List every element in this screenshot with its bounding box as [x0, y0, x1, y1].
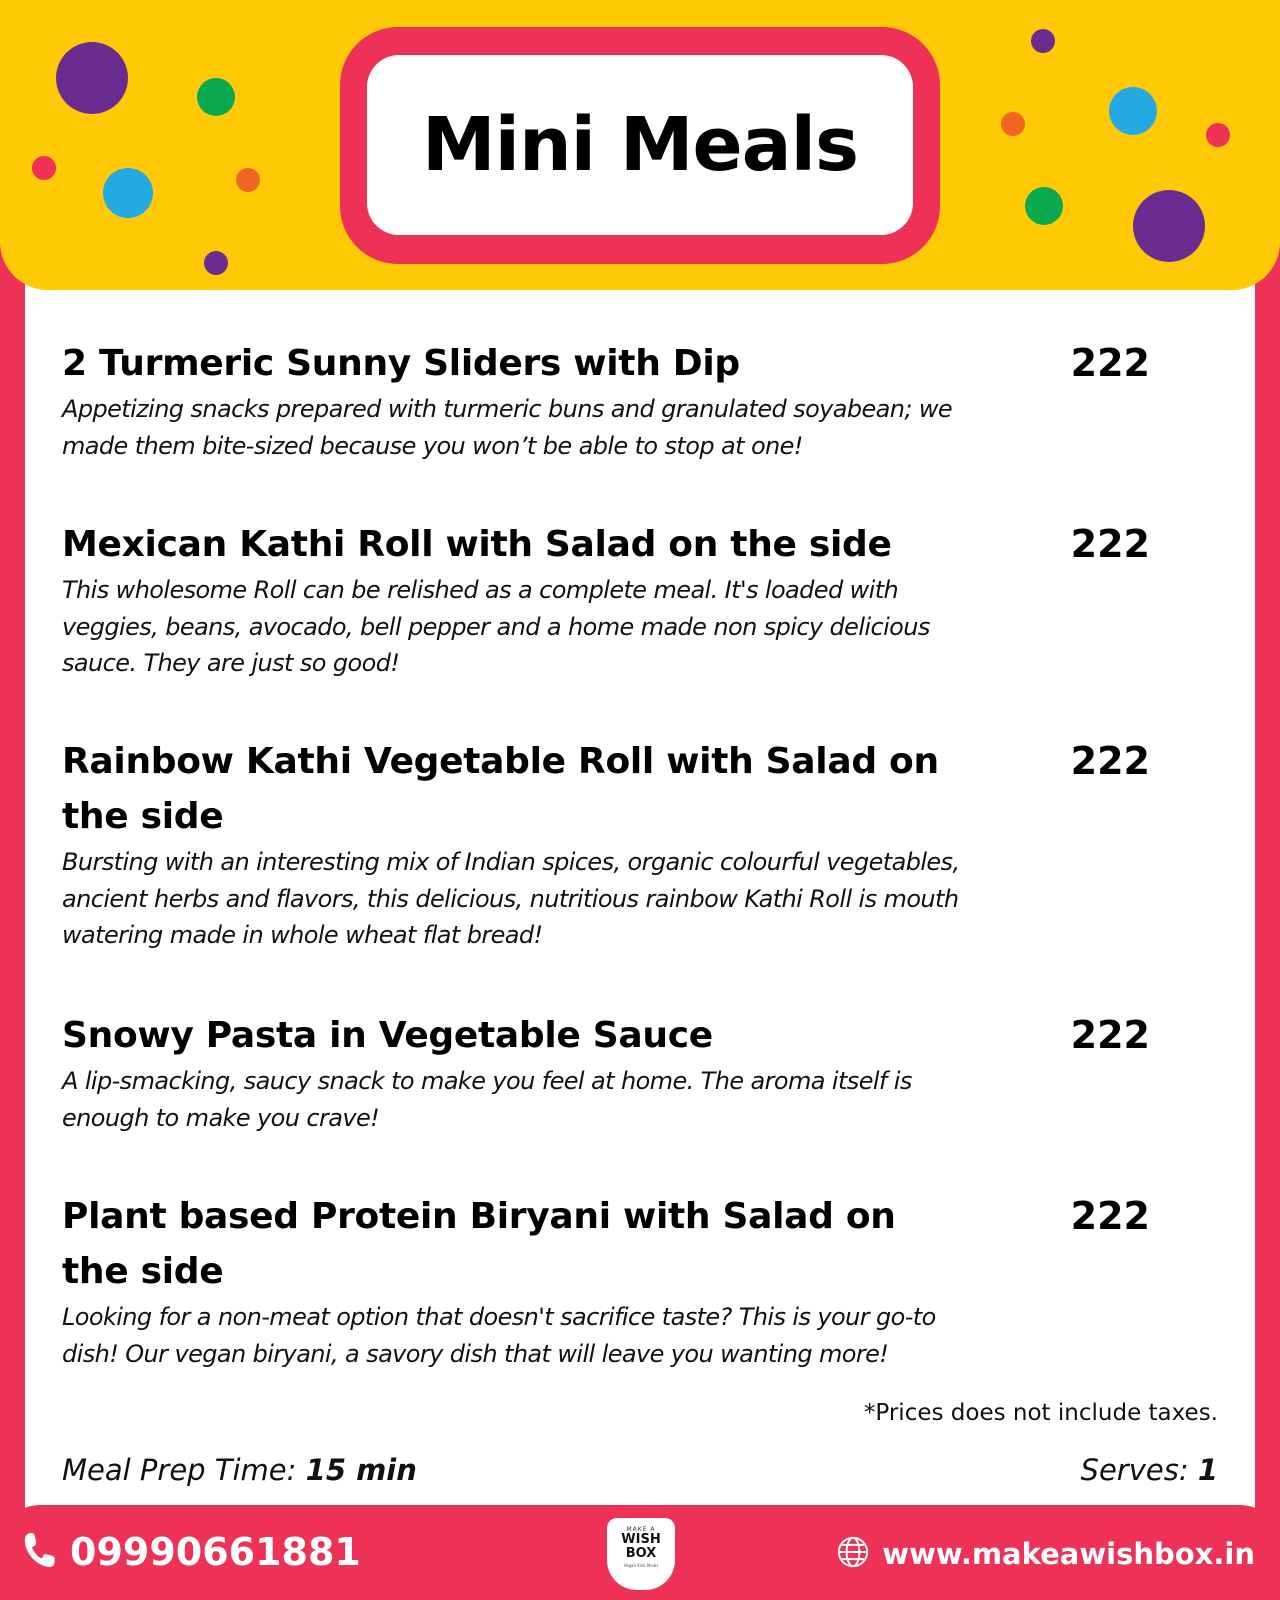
logo-line-1: WISH [621, 1532, 661, 1547]
menu-item [62, 734, 1162, 954]
menu-item [62, 1008, 1162, 1136]
menu-item-name: 2 Turmeric Sunny Sliders with Dip [62, 343, 740, 384]
menu-item-price: 222 [1070, 1013, 1150, 1057]
meal-prep-time [62, 1453, 417, 1487]
decor-dot-purple [1133, 190, 1205, 262]
menu-item-name: Rainbow Kathi Vegetable Roll with Salad on the side [62, 741, 939, 837]
logo-top-text: MAKE A [626, 1526, 656, 1533]
menu-item-name: Mexican Kathi Roll with Salad on the side [62, 524, 892, 565]
menu-item-description: This wholesome Roll can be relished as a complete meal. It's loaded with veggies, beans, avocado, bell pepper and a home made non spicy delicious sauce. They are just so good! [62, 576, 930, 677]
title-box [367, 55, 913, 235]
menu-item-description: A lip-smacking, saucy snack to make you feel at home. The aroma itself is enough to make you crave! [62, 1067, 912, 1132]
decor-dot-purple-small [1031, 29, 1055, 53]
phone-icon [22, 1530, 56, 1574]
decor-dot-purple-small [204, 251, 228, 275]
website-url: www.makeawishbox.in [882, 1537, 1255, 1571]
menu-item-name: Snowy Pasta in Vegetable Sauce [62, 1015, 713, 1056]
phone-contact[interactable] [22, 1530, 361, 1574]
decor-dot-blue [1109, 87, 1157, 135]
menu-item-description: Appetizing snacks prepared with turmeric buns and granulated soyabean; we made them bite-sized because you won’t be able to stop at one! [62, 395, 953, 460]
decor-dot-red [32, 156, 56, 180]
decor-dot-purple [56, 42, 128, 114]
serves [1081, 1453, 1218, 1487]
menu-item-price: 222 [1070, 341, 1150, 385]
menu-item-description: Looking for a non-meat option that doesn't sacrifice taste? This is your go-to dish! Our vegan biryani, a savory dish that will leave you wanting more! [62, 1303, 936, 1368]
header-banner [0, 0, 1280, 290]
menu-item-price: 222 [1070, 1194, 1150, 1238]
menu-item [62, 336, 1162, 464]
meal-prep-label: Meal Prep Time: [62, 1453, 306, 1487]
menu-item-name: Plant based Protein Biryani with Salad on the side [62, 1196, 896, 1292]
title-frame [340, 27, 940, 264]
menu-item [62, 517, 1162, 682]
decor-dot-blue [103, 168, 153, 218]
menu-item-price: 222 [1070, 739, 1150, 783]
globe-icon [836, 1535, 870, 1573]
tax-note: *Prices does not include taxes. [863, 1400, 1218, 1426]
serves-value: 1 [1197, 1453, 1218, 1487]
menu-item-price: 222 [1070, 522, 1150, 566]
footer [0, 1505, 1280, 1600]
decor-dot-orange [1001, 112, 1025, 136]
page-title: Mini Meals [422, 102, 858, 188]
decor-dot-orange [236, 168, 260, 192]
website-link[interactable] [836, 1535, 1255, 1573]
decor-dot-red [1206, 123, 1230, 147]
phone-number: 09990661881 [70, 1530, 361, 1574]
decor-dot-green [197, 78, 235, 116]
brand-logo [607, 1518, 675, 1590]
logo-tagline: Vegan Kids Meals [623, 1563, 659, 1568]
meal-prep-value: 15 min [305, 1453, 417, 1487]
logo-line-2: BOX [625, 1546, 657, 1561]
menu-item [62, 1189, 1162, 1372]
decor-dot-green [1025, 187, 1063, 225]
serves-label: Serves: [1080, 1453, 1198, 1487]
menu-item-description: Bursting with an interesting mix of Indian spices, organic colourful vegetables, ancient herbs and flavors, this delicious, nutritious rainbow Kathi Roll is mouth watering made in whole wheat flat bread! [62, 848, 960, 949]
